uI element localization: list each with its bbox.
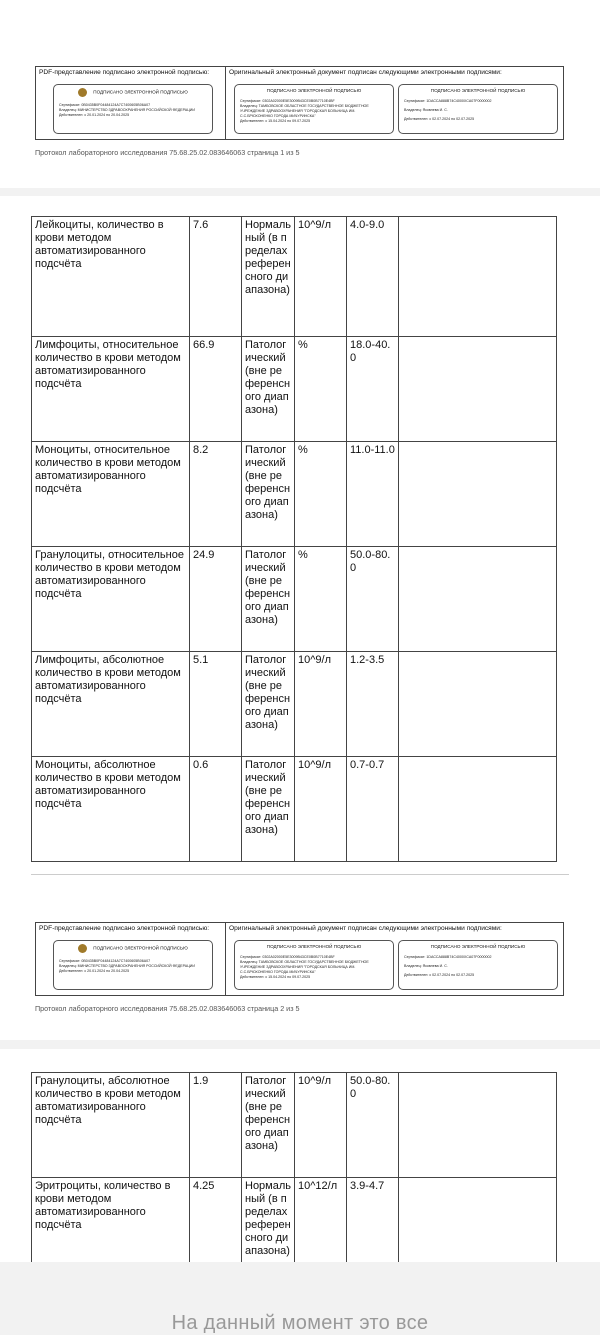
signature-block-2: PDF-представление подписано электронной подписью: ПОДПИСАНО ЭЛЕКТРОННОЙ ПОДПИСЬЮ Сертификат: 0B0435B0F04484124A7C7400605B06A07 Владелец: МИНИСТЕРСТВО ЗДРАВООХРАНЕНИЯ РОССИЙСКОЙ ФЕДЕРАЦИИ Действителен: с 20.01.2024 по 20.04.2025 Оригинальный электронный документ подписан следующими электронными подписями: ПОДПИСАНО ЭЛЕКТРОННОЙ ПОДПИСЬЮ Сертификат: 0302A02000E5E3009B43CE0B0B7710E4BF Владелец: ТАМБОВСКОЕ ОБЛАСТНОЕ ГОСУДАРСТВЕННОЕ БЮДЖЕТНОЕ УЧРЕЖДЕНИЕ ЗДРАВООХРАНЕНИЯ "ГОРОДСКАЯ БОЛЬНИЦА ИМ. С.С.БРЮХОНЕНКО ГОРОДА МИЧУРИНСКА" Действителен: с 15.04.2024 по 09.07.2025 ПОДПИСАНО ЭЛЕКТРОННОЙ ПОДПИСЬЮ Сертификат: 1DACCA888B74C4000XCA07F0000002 Владелец: Яковлева И. С. Действителен: с 02.07.2024 по 02.07.2025: [35, 922, 564, 996]
result-status: Патологический (вне референсного диапазона): [242, 547, 295, 652]
result-value: 8.2: [190, 442, 242, 547]
end-of-results-message: На данный момент это все: [171, 1312, 429, 1334]
result-unit: 10^9/л: [295, 217, 347, 337]
analyte-name: Лейкоциты, количество в крови методом автоматизированного подсчёта: [32, 217, 190, 337]
analyte-name: Гранулоциты, абсолютное количество в крови методом автоматизированного подсчёта: [32, 1073, 190, 1178]
sig-right-header: Оригинальный электронный документ подписан следующими электронными подписями:: [229, 69, 502, 76]
result-status: Патологический (вне референсного диапазона): [242, 757, 295, 862]
result-status: Патологический (вне референсного диапазона): [242, 652, 295, 757]
reference-range: 50.0-80.0: [347, 1073, 399, 1178]
analyte-name: Гранулоциты, относительное количество в крови методом автоматизированного подсчёта: [32, 547, 190, 652]
emblem-icon: [78, 88, 87, 97]
signature-stamp: ПОДПИСАНО ЭЛЕКТРОННОЙ ПОДПИСЬЮ Сертификат: 0302A02000E5E3009B43CE0B0B7710E4BF Владелец: ТАМБОВСКОЕ ОБЛАСТНОЕ ГОСУДАРСТВЕННОЕ БЮДЖЕТНОЕ УЧРЕЖДЕНИЕ ЗДРАВООХРАНЕНИЯ "ГОРОДСКАЯ БОЛЬНИЦА ИМ. С.С.БРЮХОНЕНКО ГОРОДА МИЧУРИНСКА" Действителен: с 15.04.2024 по 09.07.2025: [234, 84, 394, 134]
result-unit: 10^12/л: [295, 1178, 347, 1288]
comment-cell: [399, 442, 557, 547]
reference-range: 1.2-3.5: [347, 652, 399, 757]
sig-left-header: PDF-представление подписано электронной подписью:: [39, 69, 210, 76]
divider: [31, 874, 569, 875]
reference-range: 11.0-11.0: [347, 442, 399, 547]
analyte-name: Эритроциты, количество в крови методом автоматизированного подсчёта: [32, 1178, 190, 1288]
table-row: [32, 652, 557, 757]
result-status: Нормальный (в пределах референсного диапазона): [242, 1178, 295, 1288]
result-unit: 10^9/л: [295, 1073, 347, 1178]
signature-stamp: ПОДПИСАНО ЭЛЕКТРОННОЙ ПОДПИСЬЮ Сертификат: 1DACCA888B74C4000XCA07F0000002 Владелец: Яковлева И. С. Действителен: с 02.07.2024 по 02.07.2025: [398, 940, 558, 990]
reference-range: 18.0-40.0: [347, 337, 399, 442]
reference-range: 0.7-0.7: [347, 757, 399, 862]
result-unit: %: [295, 547, 347, 652]
result-unit: 10^9/л: [295, 757, 347, 862]
comment-cell: [399, 547, 557, 652]
result-value: 24.9: [190, 547, 242, 652]
comment-cell: [399, 652, 557, 757]
results-table-2: [31, 1072, 557, 1288]
table-row: [32, 757, 557, 862]
result-value: 4.25: [190, 1178, 242, 1288]
table-row: [32, 547, 557, 652]
result-value: 66.9: [190, 337, 242, 442]
analyte-name: Лимфоциты, относительное количество в крови методом автоматизированного подсчёта: [32, 337, 190, 442]
comment-cell: [399, 337, 557, 442]
comment-cell: [399, 217, 557, 337]
protocol-caption: Протокол лабораторного исследования 75.68.25.02.083646063 страница 1 из 5: [35, 148, 300, 157]
emblem-icon: [78, 944, 87, 953]
result-status: Патологический (вне референсного диапазона): [242, 442, 295, 547]
reference-range: 4.0-9.0: [347, 217, 399, 337]
table-row: [32, 1073, 557, 1178]
signature-stamp: ПОДПИСАНО ЭЛЕКТРОННОЙ ПОДПИСЬЮ Сертификат: 0B0435B0F04484124A7C7400605B06A07 Владелец: МИНИСТЕРСТВО ЗДРАВООХРАНЕНИЯ РОССИЙСКОЙ ФЕДЕРАЦИИ Действителен: с 20.01.2024 по 20.04.2025: [53, 940, 213, 990]
result-unit: %: [295, 442, 347, 547]
table-row: [32, 337, 557, 442]
table-row: [32, 442, 557, 547]
table-row: [32, 217, 557, 337]
result-status: Патологический (вне референсного диапазона): [242, 1073, 295, 1178]
result-value: 7.6: [190, 217, 242, 337]
analyte-name: Лимфоциты, абсолютное количество в крови методом автоматизированного подсчёта: [32, 652, 190, 757]
signature-stamp: ПОДПИСАНО ЭЛЕКТРОННОЙ ПОДПИСЬЮ Сертификат: 0302A02000E5E3009B43CE0B0B7710E4BF Владелец: ТАМБОВСКОЕ ОБЛАСТНОЕ ГОСУДАРСТВЕННОЕ БЮДЖЕТНОЕ УЧРЕЖДЕНИЕ ЗДРАВООХРАНЕНИЯ "ГОРОДСКАЯ БОЛЬНИЦА ИМ. С.С.БРЮХОНЕНКО ГОРОДА МИЧУРИНСКА" Действителен: с 15.04.2024 по 09.07.2025: [234, 940, 394, 990]
result-unit: %: [295, 337, 347, 442]
comment-cell: [399, 1073, 557, 1178]
result-status: Нормальный (в пределах референсного диапазона): [242, 217, 295, 337]
result-status: Патологический (вне референсного диапазона): [242, 337, 295, 442]
result-unit: 10^9/л: [295, 652, 347, 757]
reference-range: 50.0-80.0: [347, 547, 399, 652]
analyte-name: Моноциты, абсолютное количество в крови методом автоматизированного подсчёта: [32, 757, 190, 862]
signature-stamp: ПОДПИСАНО ЭЛЕКТРОННОЙ ПОДПИСЬЮ Сертификат: 1DACCA888B74C4000XCA07F0000002 Владелец: Яковлева И. С. Действителен: с 02.07.2024 по 02.07.2025: [398, 84, 558, 134]
page-1-bottom: [0, 0, 600, 188]
reference-range: 3.9-4.7: [347, 1178, 399, 1288]
analyte-name: Моноциты, относительное количество в крови методом автоматизированного подсчёта: [32, 442, 190, 547]
signature-stamp: ПОДПИСАНО ЭЛЕКТРОННОЙ ПОДПИСЬЮ Сертификат: 0B0435B0F04484124A7C7400605B06A07 Владелец: МИНИСТЕРСТВО ЗДРАВООХРАНЕНИЯ РОССИЙСКОЙ ФЕДЕРАЦИИ Действителен: с 20.01.2024 по 20.04.2025: [53, 84, 213, 134]
result-value: 5.1: [190, 652, 242, 757]
signature-block-1: [35, 66, 564, 140]
result-value: 1.9: [190, 1073, 242, 1178]
results-table-1: [31, 216, 557, 862]
result-value: 0.6: [190, 757, 242, 862]
comment-cell: [399, 757, 557, 862]
protocol-caption: Протокол лабораторного исследования 75.68.25.02.083646063 страница 2 из 5: [35, 1004, 300, 1013]
